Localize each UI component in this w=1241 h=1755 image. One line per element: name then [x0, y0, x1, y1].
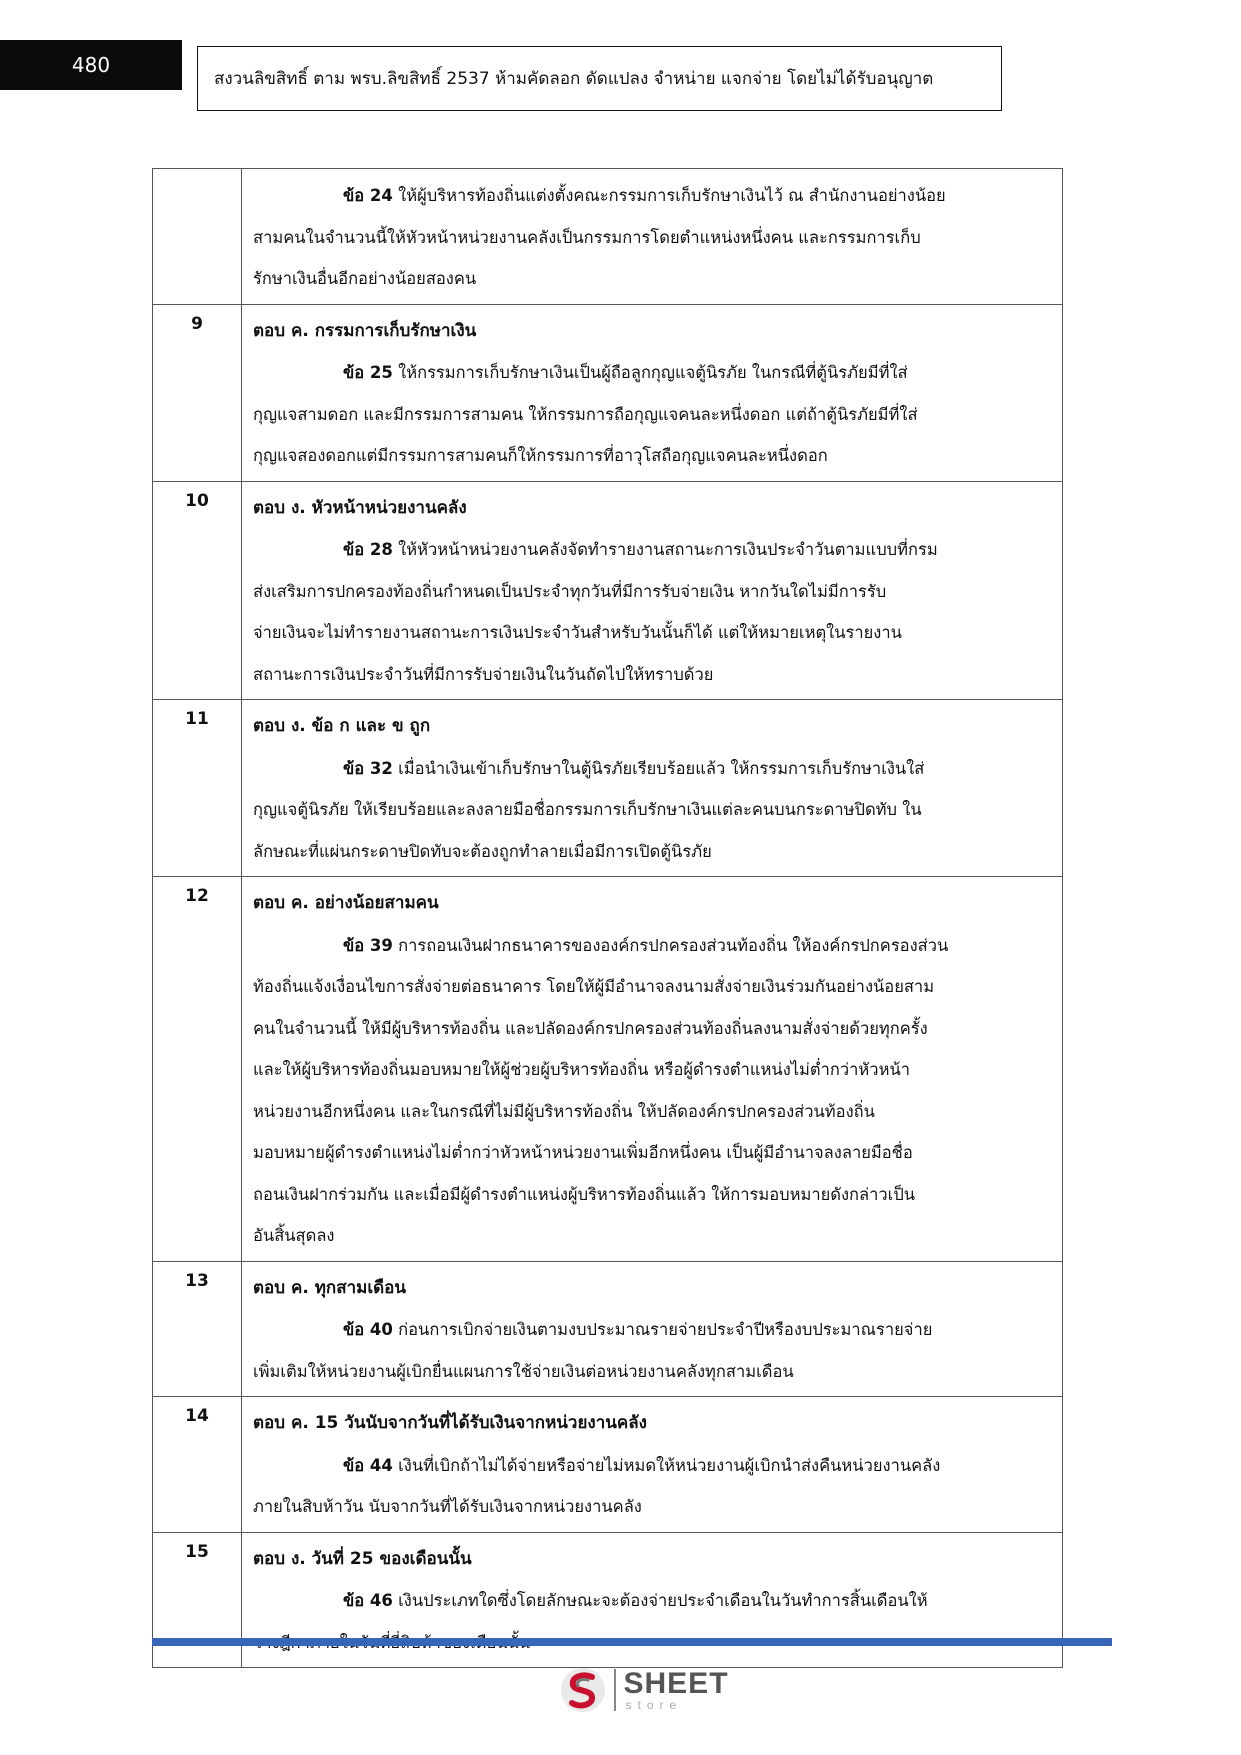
question-number: 11 [153, 700, 242, 877]
clause-paragraph [253, 352, 1050, 477]
table-row [153, 877, 1063, 1262]
answer-text: ตอบ ค. ทุกสามเดือน [253, 1277, 407, 1298]
clause-line: สถานะการเงินประจำวันที่มีการรับจ่ายเงินในวันถัดไปให้ทราบด้วย [253, 664, 714, 684]
clause-line [253, 529, 1050, 571]
clause-line [253, 352, 1050, 394]
question-number: 15 [153, 1532, 242, 1668]
clause-line: กุญแจสามดอก และมีกรรมการสามคน ให้กรรมการถือกุญแจคนละหนึ่งดอก แต่ถ้าตู้นิรภัยมีที่ใส่ [253, 404, 918, 424]
answers-table [152, 168, 1063, 1668]
question-number: 9 [153, 304, 242, 481]
clause-line: กุญแจตู้นิรภัย ให้เรียบร้อยและลงลายมือชื่อกรรมการเก็บรักษาเงินแต่ละคนบนกระดาษปิดทับ ใน [253, 800, 922, 819]
clause-text: การถอนเงินฝากธนาคารขององค์กรปกครองส่วนท้องถิ่น ให้องค์กรปกครองส่วน [392, 935, 949, 955]
clause-label: ข้อ 39 [343, 935, 393, 955]
answer-content [242, 700, 1063, 877]
clause-label: ข้อ 32 [343, 758, 393, 778]
clause-paragraph [253, 925, 1050, 1257]
clause-text: เงินที่เบิกถ้าไม่ได้จ่ายหรือจ่ายไม่หมดให้หน่วยงานผู้เบิกนำส่งคืนหน่วยงานคลัง [392, 1455, 941, 1475]
answer-content [242, 169, 1063, 305]
clause-paragraph [253, 748, 1050, 873]
clause-line [253, 1309, 1050, 1351]
logo-divider [614, 1669, 616, 1711]
answer-content [242, 481, 1063, 700]
answer-text: ตอบ ง. ข้อ ก และ ข ถูก [253, 716, 431, 736]
clause-label: ข้อ 46 [343, 1591, 393, 1610]
table-row [153, 169, 1063, 305]
clause-line [253, 1445, 1050, 1487]
clause-line [253, 1580, 1050, 1622]
clause-line [253, 925, 1050, 967]
clause-text: เมื่อนำเงินเข้าเก็บรักษาในตู้นิรภัยเรียบร้อยแล้ว ให้กรรมการเก็บรักษาเงินใส่ [392, 758, 925, 778]
question-number: 12 [153, 877, 242, 1262]
clause-text: เงินประเภทใดซึ่งโดยลักษณะจะต้องจ่ายประจำเดือนในวันทำการสิ้นเดือนให้ [392, 1591, 928, 1610]
clause-line: จ่ายเงินจะไม่ทำรายงานสถานะการเงินประจำวันสำหรับวันนั้นก็ได้ แต่ให้หมายเหตุในรายงาน [253, 623, 902, 642]
answer-text: ตอบ ค. 15 วันนับจากวันที่ได้รับเงินจากหน่วยงานคลัง [253, 1413, 647, 1433]
answer-content [242, 304, 1063, 481]
clause-line: หน่วยงานอีกหนึ่งคน และในกรณีที่ไม่มีผู้บริหารท้องถิ่น ให้ปลัดองค์กรปกครองส่วนท้องถิ่น [253, 1101, 875, 1121]
clause-line: ลักษณะที่แผ่นกระดาษปิดทับจะต้องถูกทำลายเมื่อมีการเปิดตู้นิรภัย [253, 841, 712, 861]
logo-word: SHEET [623, 1667, 729, 1700]
answer-text: ตอบ ง. หัวหน้าหน่วยงานคลัง [253, 497, 467, 518]
clause-line: ถอนเงินฝากร่วมกัน และเมื่อมีผู้ดำรงตำแหน่งผู้บริหารท้องถิ่นแล้ว ให้การมอบหมายดังกล่าวเป็น [253, 1184, 916, 1204]
clause-line [253, 748, 1050, 790]
table-row [153, 1532, 1063, 1668]
clause-line: ภายในสิบห้าวัน นับจากวันที่ได้รับเงินจากหน่วยงานคลัง [253, 1497, 642, 1516]
footer-rule [152, 1638, 1112, 1646]
clause-text: ให้กรรมการเก็บรักษาเงินเป็นผู้ถือลูกกุญแจตู้นิรภัย ในกรณีที่ตู้นิรภัยมีที่ใส่ [392, 363, 908, 382]
clause-line [253, 175, 1050, 217]
clause-line: เพิ่มเติมให้หน่วยงานผู้เบิกยื่นแผนการใช้จ่ายเงินต่อหน่วยงานคลังทุกสามเดือน [253, 1361, 794, 1381]
answer-text: ตอบ ค. กรรมการเก็บรักษาเงิน [253, 320, 477, 341]
clause-text: ให้ผู้บริหารท้องถิ่นแต่งตั้งคณะกรรมการเก็บรักษาเงินไว้ ณ สำนักงานอย่างน้อย [392, 186, 946, 205]
clause-line: ส่งเสริมการปกครองท้องถิ่นกำหนดเป็นประจำทุกวันที่มีการรับจ่ายเงิน หากวันใดไม่มีการรับ [253, 581, 887, 601]
clause-label: ข้อ 44 [343, 1455, 393, 1475]
question-number: 10 [153, 481, 242, 700]
answer-content [242, 1397, 1063, 1533]
clause-paragraph [253, 1580, 1050, 1663]
page-number: 480 [0, 40, 182, 90]
sheet-logo-icon [558, 1665, 608, 1715]
clause-label: ข้อ 25 [343, 363, 393, 382]
question-number [153, 169, 242, 305]
answer-text: ตอบ ง. วันที่ 25 ของเดือนนั้น [253, 1548, 472, 1569]
table-row [153, 481, 1063, 700]
table-row [153, 700, 1063, 877]
clause-paragraph [253, 175, 1050, 300]
clause-label: ข้อ 40 [343, 1320, 393, 1339]
clause-line: ท้องถิ่นแจ้งเงื่อนไขการสั่งจ่ายต่อธนาคาร โดยให้ผู้มีอำนาจลงนามสั่งจ่ายเงินร่วมกันอย่างน้อยสาม [253, 977, 935, 996]
answer-text: ตอบ ค. อย่างน้อยสามคน [253, 893, 439, 913]
copyright-header [197, 46, 1002, 111]
answer-content [242, 1261, 1063, 1397]
clause-paragraph [253, 1309, 1050, 1392]
clause-text: ก่อนการเบิกจ่ายเงินตามงบประมาณรายจ่ายประจำปีหรืองบประมาณรายจ่าย [392, 1320, 933, 1339]
table-row [153, 1397, 1063, 1533]
clause-line: มอบหมายผู้ดำรงตำแหน่งไม่ต่ำกว่าหัวหน้าหน่วยงานเพิ่มอีกหนึ่งคน เป็นผู้มีอำนาจลงลายมือชื่อ [253, 1143, 913, 1162]
question-number: 13 [153, 1261, 242, 1397]
logo-sub: store [625, 1698, 683, 1712]
clause-label: ข้อ 28 [343, 540, 393, 559]
sheet-store-logo [558, 1664, 729, 1716]
clause-line: สามคนในจำนวนนี้ให้หัวหน้าหน่วยงานคลังเป็นกรรมการโดยตำแหน่งหนึ่งคน และกรรมการเก็บ [253, 227, 921, 247]
clause-paragraph [253, 529, 1050, 695]
clause-text: ให้หัวหน้าหน่วยงานคลังจัดทำรายงานสถานะการเงินประจำวันตามแบบที่กรม [392, 540, 938, 559]
clause-line: อันสิ้นสุดลง [253, 1226, 335, 1245]
clause-line: รักษาเงินอื่นอีกอย่างน้อยสองคน [253, 269, 477, 288]
answer-content [242, 1532, 1063, 1668]
table-row [153, 304, 1063, 481]
answer-content [242, 877, 1063, 1262]
clause-paragraph [253, 1445, 1050, 1528]
clause-label: ข้อ 24 [343, 186, 393, 205]
table-row [153, 1261, 1063, 1397]
clause-line: คนในจำนวนนี้ ให้มีผู้บริหารท้องถิ่น และปลัดองค์กรปกครองส่วนท้องถิ่นลงนามสั่งจ่ายด้วยทุกครั้ง [253, 1018, 928, 1038]
question-number: 14 [153, 1397, 242, 1533]
clause-line: และให้ผู้บริหารท้องถิ่นมอบหมายให้ผู้ช่วยผู้บริหารท้องถิ่น หรือผู้ดำรงตำแหน่งไม่ต่ำกว่าหัวหน้า [253, 1060, 910, 1079]
clause-line: กุญแจสองดอกแต่มีกรรมการสามคนก็ให้กรรมการที่อาวุโสถือกุญแจคนละหนึ่งดอก [253, 446, 828, 465]
copyright-notice: สงวนลิขสิทธิ์ ตาม พรบ.ลิขสิทธิ์ 2537 ห้ามคัดลอก ดัดแปลง จำหน่าย แจกจ่าย โดยไม่ได้รับอนุญาต [214, 69, 934, 89]
